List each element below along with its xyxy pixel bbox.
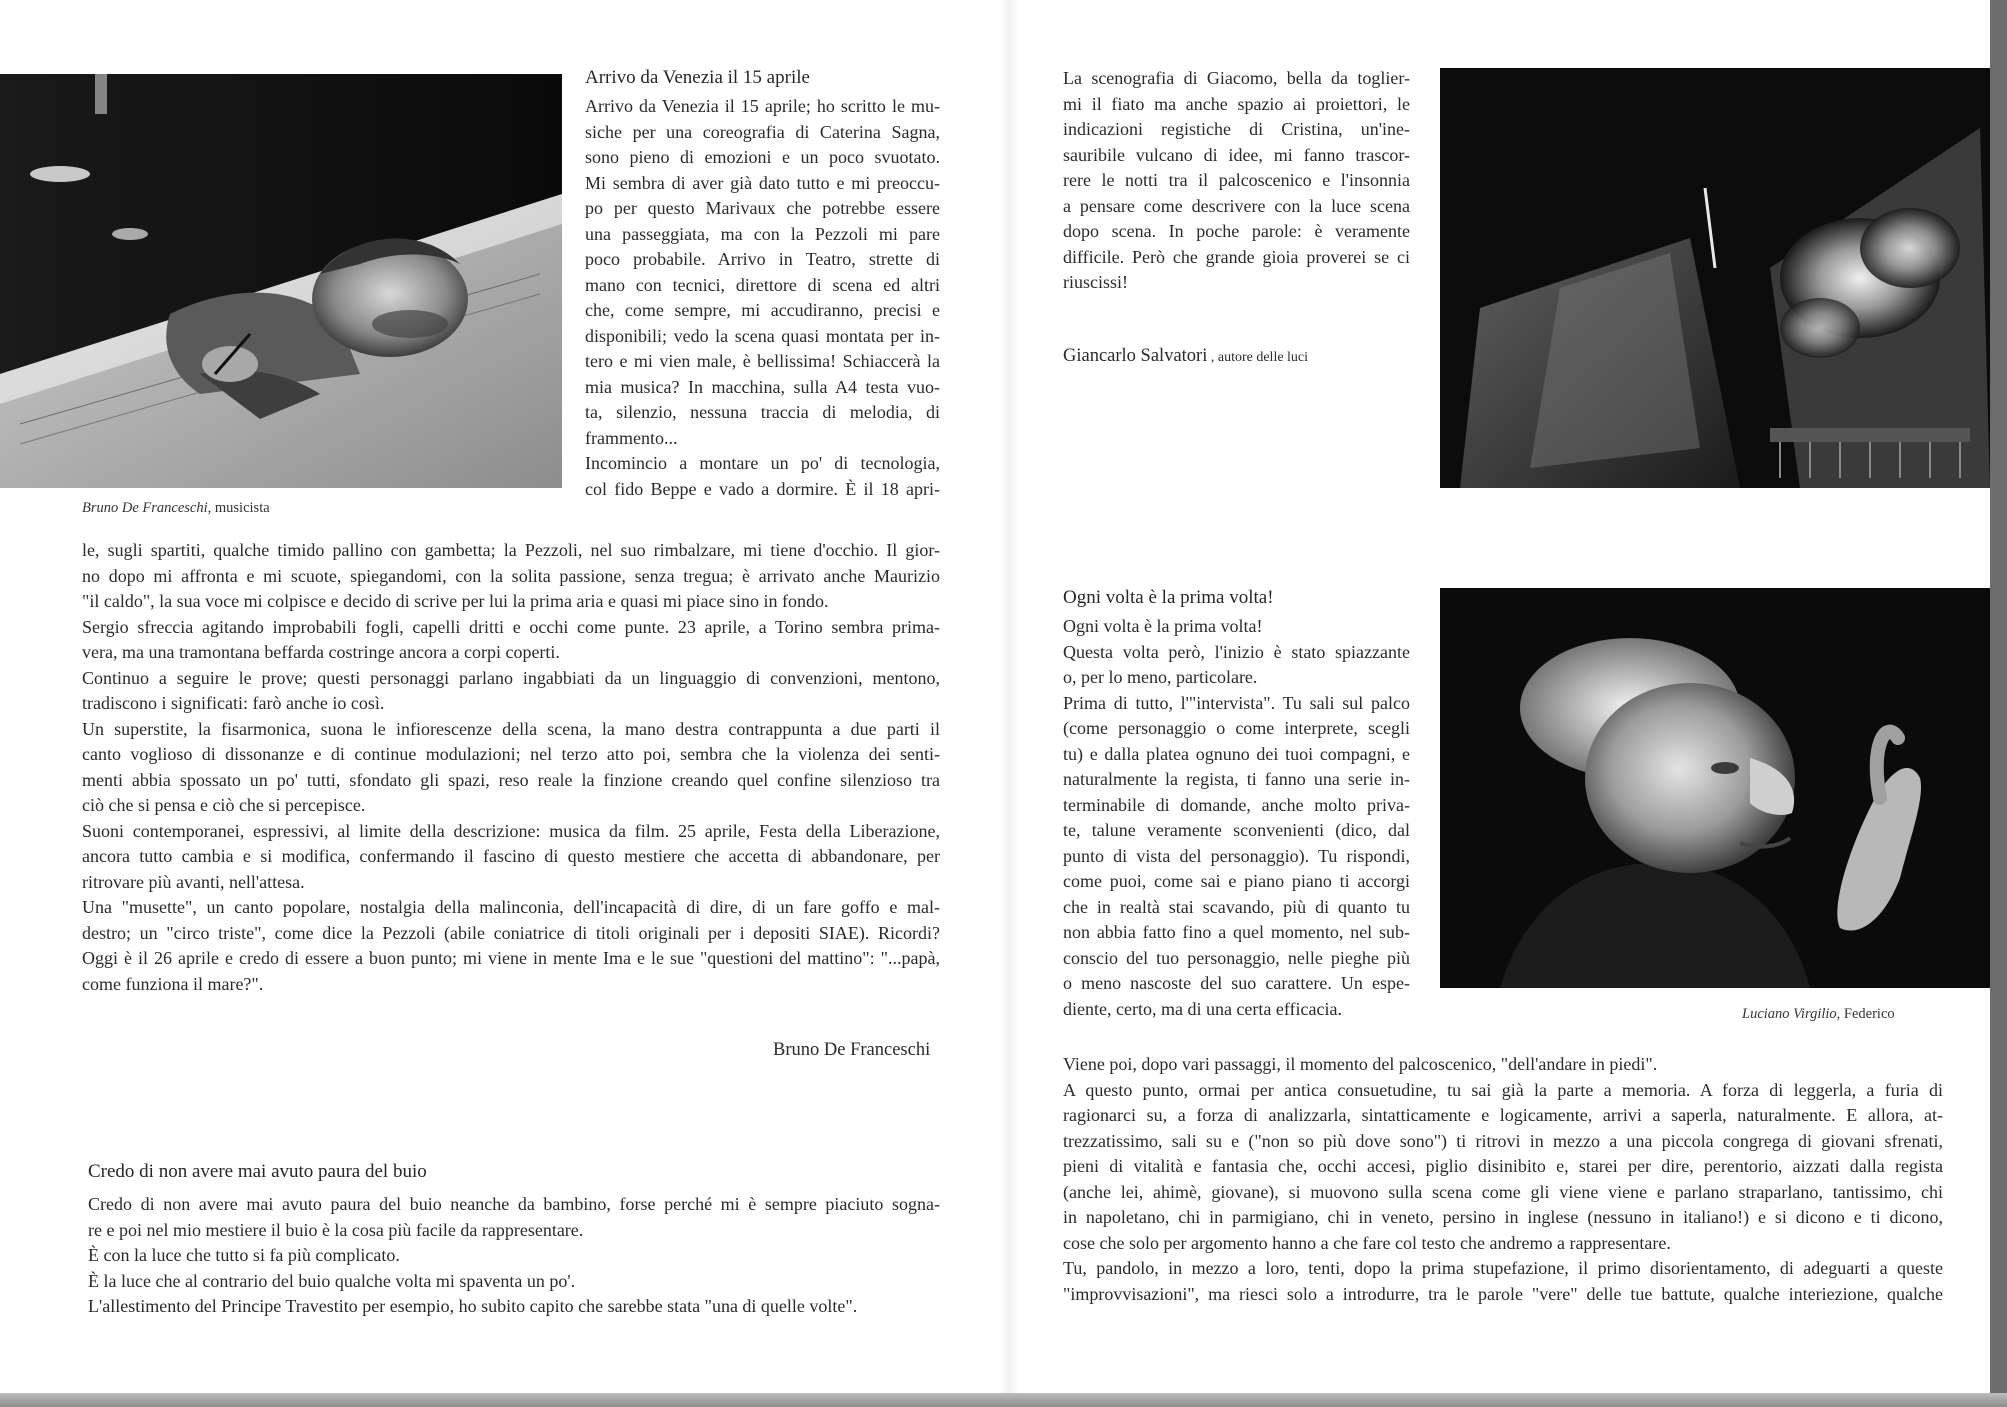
signature-salvatori-role: , autore delle luci [1207, 350, 1309, 365]
section-scenografia [1063, 66, 1410, 296]
paragraph-line: Viene poi, dopo vari passaggi, il momento del palcoscenico, "dell'andare in piedi". [1063, 1054, 1658, 1074]
paragraph-line: o, per lo meno, particolare. [1063, 667, 1258, 687]
paragraph-line: Oggi è il 26 aprile e credo di essere a buon punto; mi viene in mente Ima e le sue "questioni del mattino": "...papà, [82, 948, 940, 968]
paragraph-line: o meno nascoste del suo carattere. Un espe- [1063, 973, 1410, 993]
paragraph-line: re e poi nel mio mestiere il buio è la cosa più facile da rappresentare. [88, 1219, 584, 1240]
paragraph-line: no dopo mi affronta e mi scuote, spiegandomi, con la solita passione, senza tregua; è arrivato anche Maurizio [82, 565, 940, 586]
section-arrivo-continued [82, 538, 940, 997]
heading-arrivo: Arrivo da Venezia il 15 aprile [585, 67, 810, 88]
photo-stage-lighting-icon [1440, 68, 1990, 488]
paragraph-line: ta, silenzio, nessuna traccia di melodia, di [585, 402, 940, 422]
section-ogni-volta [1063, 586, 1410, 1022]
paragraph-line: L'allestimento del Principe Travestito per esempio, ho subito capito che sarebbe stata "una di quelle volte". [88, 1296, 858, 1316]
photo-stage [1440, 68, 1990, 488]
paragraph-line: cose che solo per argomento hanno a che fare col testo che andremo a rappresentare. [1063, 1232, 1671, 1253]
paragraph-line: col fido Beppe e vado a dormire. È il 18 apri- [585, 478, 940, 499]
photo-musician-writing-icon [0, 74, 562, 488]
paragraph-line: te, talune veramente sconvenienti (dico, dal [1063, 820, 1410, 840]
photo-actor [1440, 588, 1990, 988]
paragraph-line: indicazioni registiche di Cristina, un'ine- [1063, 119, 1410, 139]
paragraph-line: che in realtà stai scavando, più di quanto tu [1063, 896, 1410, 917]
paragraph-line: una passeggiata, ma con la Pezzoli mi pare [585, 223, 940, 244]
paragraph-line: Una "musette", un canto popolare, nostalgia della malinconia, dell'incapacità di dire, di un fare goffo e mal- [82, 897, 940, 917]
signature-bruno: Bruno De Franceschi [773, 1040, 931, 1060]
paragraph-line: sono pieno di emozioni e un poco svuotato. [585, 147, 940, 167]
paragraph-line: Mi sembra di aver già dato tutto e mi preoccu- [585, 172, 940, 193]
paragraph-line: po per questo Marivaux che potrebbe essere [585, 198, 940, 218]
paragraph-line: È con la luce che tutto si fa più complicato. [88, 1245, 400, 1265]
photo-musician [0, 74, 562, 488]
section-ogni-volta-continued [1063, 1052, 1943, 1307]
paragraph-line: A questo punto, ormai per antica consuetudine, tu sai già la parte a memoria. A forza di leggerla, a furia di [1063, 1079, 1943, 1100]
paragraph-line: Un superstite, la fisarmonica, suona le infiorescenze della scena, la mano destra contrappunta a due parti il [82, 718, 940, 739]
paragraph-line: Arrivo da Venezia il 15 aprile; ho scritto le mu- [585, 96, 940, 116]
paragraph-line: ciò che si pensa e ciò che si percepisce. [82, 795, 366, 815]
paragraph-line: non abbia fatto fino a quel momento, nel sub- [1063, 922, 1410, 942]
heading-ogni-volta: Ogni volta è la prima volta! [1063, 587, 1274, 608]
signature-salvatori-name: Giancarlo Salvatori [1063, 346, 1208, 366]
paragraph-line: (come personaggio o come interprete, scegli [1063, 718, 1410, 738]
paragraph-line: "improvvisazioni", ma riesci solo a introdurre, tra le parole "vere" delle tue battute, qualche interiezione, qualche [1063, 1283, 1943, 1304]
paragraph-line: Ogni volta è la prima volta! [1063, 616, 1263, 636]
paragraph-line: mia musica? In macchina, sulla A4 testa vuo- [585, 376, 940, 397]
paragraph-line: che, come sempre, mi accudiranno, precisi e [585, 300, 940, 320]
photo-actor-portrait-icon [1440, 588, 1990, 988]
paragraph-line: conscio del tuo personaggio, nelle pieghe più [1063, 947, 1410, 968]
section-arrivo [585, 66, 940, 502]
paragraph-line: vera, ma una tramontana beffarda costringe ancora a corpi coperti. [82, 642, 560, 662]
paragraph-line: siche per una coreografia di Caterina Sagna, [585, 121, 940, 142]
paragraph-line: menti abbia spossato un po' tutti, sfondato gli spazi, reso reale la finzione creando quel confine silenzioso tra [82, 769, 940, 790]
caption-musician-name: Bruno De Franceschi [82, 500, 208, 516]
heading-buio: Credo di non avere mai avuto paura del buio [88, 1161, 427, 1182]
paragraph-line: Questa volta però, l'inizio è stato spiazzante [1063, 641, 1410, 662]
paragraph-line: disponibili; vedo la scena quasi montata per in- [585, 325, 940, 346]
paragraph-line: trezzatissimo, sali su e ("non so più dove sono") ti ritrovi in mezzo a una piccola congrega di giovani sfrenati, [1063, 1130, 1943, 1151]
paragraph-line: Continuo a seguire le prove; questi personaggi parlano ingabbiati da un linguaggio di convenzioni, mentono, [82, 667, 940, 688]
paragraph-line: ancora tutto cambia e si modifica, confermando il fascino di questo mestiere che accetta di abbandonare, per [82, 846, 940, 866]
paragraph-line: ragionarci su, a forza di analizzarla, sintatticamente e logicamente, arrivi a saperla, naturalmente. E allora, at- [1063, 1105, 1943, 1125]
paragraph-line: mano con tecnici, direttore di scena ed altri [585, 274, 940, 295]
paragraph-line: dopo scena. In poche parole: è veramente [1063, 221, 1410, 241]
paragraph-line: naturalmente la regista, ti fanno una serie in- [1063, 769, 1410, 789]
section-buio [88, 1160, 940, 1320]
paragraph-line: tradiscono i significati: farò anche io così. [82, 693, 385, 713]
caption-actor-name: Luciano Virgilio [1742, 1006, 1837, 1022]
paragraph-line: Prima di tutto, l'"intervista". Tu sali sul palco [1063, 692, 1410, 713]
paragraph-line: Suoni contemporanei, espressivi, al limite della descrizione: musica da film. 25 aprile, Festa della Liberazione, [82, 820, 940, 841]
paragraph-line: canto voglioso di dissonanze e di continue modulazioni; nel terzo atto poi, sembra che la violenza dei senti- [82, 744, 940, 764]
paragraph-line: È la luce che al contrario del buio qualche volta mi spaventa un po'. [88, 1270, 576, 1291]
paragraph-line: ritrovare più avanti, nell'attesa. [82, 871, 305, 892]
caption-musician [82, 500, 270, 517]
page-edge-right [1990, 0, 2007, 1407]
page-edge-bottom [0, 1393, 2007, 1407]
paragraph-line: "il caldo", la sua voce mi colpisce e decido di scrive per lui la prima aria e quasi mi piace sino in fondo. [82, 591, 829, 611]
paragraph-line: difficile. Però che grande gioia proverei se ci [1063, 246, 1410, 267]
caption-actor-role: , Federico [1836, 1006, 1895, 1022]
paragraph-line: mi il fiato ma anche spazio ai proiettori, le [1063, 93, 1410, 114]
paragraph-line: in napoletano, chi in parmigiano, chi in veneto, persino in inglese (nessuno in italiano!) e si dicono e ti dicono, [1063, 1207, 1943, 1227]
paragraph-line: Tu, pandolo, in mezzo a loro, tenti, dopo la prima stupefazione, il primo disorientamento, di adeguarti a queste [1063, 1258, 1943, 1278]
paragraph-line: come funziona il mare?". [82, 973, 264, 994]
paragraph-line: tero e mi vien male, è bellissima! Schiaccerà la [585, 351, 940, 371]
paragraph-line: Incomincio a montare un po' di tecnologia, [585, 453, 940, 473]
paragraph-line: punto di vista del personaggio). Tu rispondi, [1063, 845, 1410, 866]
caption-musician-role: , musicista [207, 500, 270, 516]
paragraph-line: terminabile di domande, anche molto priva- [1063, 794, 1410, 815]
paragraph-line: come puoi, come sai e piano piano ti accorgi [1063, 871, 1410, 891]
paragraph-line: destro; un "circo triste", come dice la Pezzoli (abile coniatrice di titoli originali per i depositi SIAE). Ricordi? [82, 922, 940, 943]
paragraph-line: sauribile vulcano di idee, mi fanno trascor- [1063, 144, 1410, 165]
paragraph-line: La scenografia di Giacomo, bella da toglier- [1063, 68, 1410, 88]
paragraph-line: diente, certo, ma di una certa efficacia. [1063, 998, 1343, 1019]
paragraph-line: rere le notti tra il palcoscenico e l'insonnia [1063, 170, 1410, 190]
paragraph-line: riuscissi! [1063, 272, 1128, 292]
book-gutter [1000, 0, 1018, 1407]
signature-salvatori [1063, 346, 1308, 367]
paragraph-line: tu) e dalla platea ognuno dei tuoi compagni, e [1063, 743, 1410, 764]
paragraph-line: Sergio sfreccia agitando improbabili fogli, capelli dritti e occhi come punte. 23 aprile, a Torino sembra prima- [82, 616, 940, 637]
paragraph-line: Credo di non avere mai avuto paura del buio neanche da bambino, forse perché mi è sempre piaciuto sogna- [88, 1194, 940, 1214]
caption-actor [1742, 1006, 1895, 1023]
paragraph-line: frammento... [585, 427, 678, 448]
paragraph-line: le, sugli spartiti, qualche timido pallino con gambetta; la Pezzoli, nel suo rimbalzare, mi tiene d'occhio. Il gior- [82, 540, 940, 560]
paragraph-line: a pensare come descrivere con la luce scena [1063, 195, 1410, 216]
paragraph-line: poco probabile. Arrivo in Teatro, strette di [585, 249, 940, 269]
paragraph-line: (anche lei, ahimè, giovane), si muovono sulla scena come gli viene viene e parlano straparlano, tantissimo, chi [1063, 1181, 1943, 1202]
paragraph-line: pieni di vitalità e fantasia che, occhi accesi, piglio disinibito e, starei per dire, perentorio, aizzati dalla regista [1063, 1156, 1943, 1176]
